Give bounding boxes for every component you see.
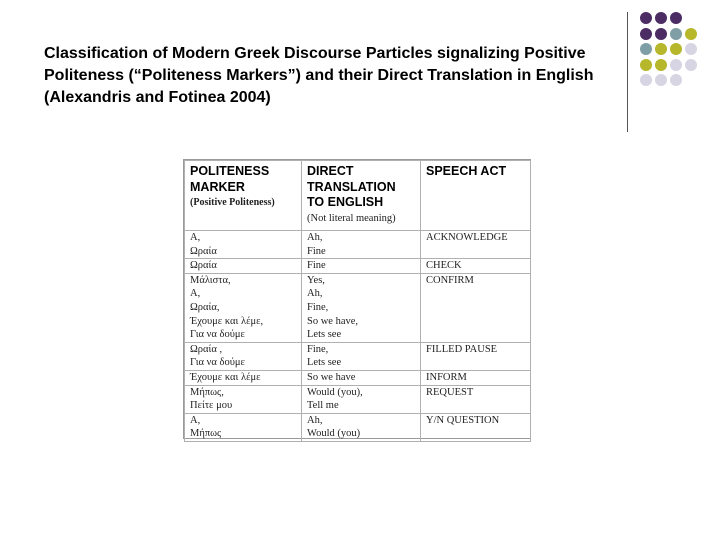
cell-text: CHECK <box>426 260 462 272</box>
cell-text: Lets see <box>307 329 342 341</box>
cell-text: Fine, <box>307 301 329 313</box>
decorative-dot <box>640 59 652 71</box>
cell-text: Για να δούμε <box>190 329 245 341</box>
marker-cell <box>185 413 302 441</box>
decorative-dot <box>670 74 682 86</box>
cell-text: Fine, <box>307 343 329 355</box>
decorative-dot <box>655 28 667 40</box>
decorative-dot <box>640 12 652 24</box>
header-line: TRANSLATION <box>307 179 396 194</box>
politeness-markers-table <box>184 160 531 442</box>
cell-text: Ωραία, <box>190 301 220 313</box>
cell-text: Ωραία <box>190 245 217 257</box>
header-line: SPEECH ACT <box>426 164 507 178</box>
speech-act-cell <box>421 259 531 274</box>
cell-text: So we have <box>307 371 356 383</box>
header-speech-act <box>421 161 531 231</box>
cell-text: Would (you), <box>307 386 363 398</box>
cell-text: Tell me <box>307 400 339 412</box>
speech-act-cell <box>421 413 531 441</box>
header-line: TO ENGLISH <box>307 195 384 209</box>
cell-text: Πείτε μου <box>190 400 233 412</box>
decorative-dot <box>685 59 697 71</box>
decorative-dot <box>640 74 652 86</box>
cell-text: Ah, <box>307 232 323 243</box>
marker-cell <box>185 273 302 342</box>
table-row <box>185 231 531 259</box>
decorative-dot <box>670 59 682 71</box>
cell-text: Α, <box>190 414 201 426</box>
decorative-dot <box>655 74 667 86</box>
speech-act-cell <box>421 385 531 413</box>
cell-text: Lets see <box>307 357 342 369</box>
cell-text: ACKNOWLEDGE <box>426 232 508 243</box>
cell-text: Ah, <box>307 288 323 300</box>
cell-text: Ωραία <box>190 260 217 272</box>
decorative-dot <box>670 12 682 24</box>
cell-text: Ah, <box>307 414 323 426</box>
speech-act-cell <box>421 370 531 385</box>
cell-text: Yes, <box>307 274 325 286</box>
cell-text: CONFIRM <box>426 274 474 286</box>
cell-text: Μήπως <box>190 428 222 440</box>
cell-text: REQUEST <box>426 386 474 398</box>
cell-text: Έχουμε και λέμε, <box>190 315 264 327</box>
speech-act-cell <box>421 231 531 259</box>
decorative-dot <box>640 28 652 40</box>
politeness-markers-table-container <box>183 159 531 439</box>
table-row <box>185 385 531 413</box>
header-subtitle: (Not literal meaning) <box>307 212 396 224</box>
decorative-dot <box>640 43 652 55</box>
marker-cell <box>185 342 302 370</box>
cell-text: FILLED PAUSE <box>426 343 498 355</box>
header-subtitle: (Positive Politeness) <box>190 197 275 208</box>
translation-cell <box>302 385 421 413</box>
marker-cell <box>185 370 302 385</box>
table-header-row <box>185 161 531 231</box>
table-row <box>185 413 531 441</box>
speech-act-cell <box>421 273 531 342</box>
header-line: MARKER <box>190 179 245 194</box>
translation-cell <box>302 370 421 385</box>
cell-text: Ωραία , <box>190 343 223 355</box>
cell-text: Fine <box>307 260 326 272</box>
translation-cell <box>302 259 421 274</box>
decorative-dot <box>685 43 697 55</box>
translation-cell <box>302 342 421 370</box>
table-row <box>185 370 531 385</box>
cell-text: INFORM <box>426 371 467 383</box>
decorative-dot <box>670 43 682 55</box>
decorative-dot <box>670 28 682 40</box>
cell-text: Fine <box>307 245 326 257</box>
translation-cell <box>302 413 421 441</box>
cell-text: Έχουμε και λέμε <box>190 371 261 383</box>
decorative-dot <box>685 28 697 40</box>
header-line: POLITENESS <box>190 164 270 178</box>
translation-cell <box>302 273 421 342</box>
decorative-divider <box>627 12 628 132</box>
cell-text: Y/N QUESTION <box>426 414 500 426</box>
marker-cell <box>185 385 302 413</box>
cell-text: Α, <box>190 232 201 243</box>
cell-text: Μάλιστα, <box>190 274 231 286</box>
header-direct-translation <box>302 161 421 231</box>
translation-cell <box>302 231 421 259</box>
table-row <box>185 273 531 342</box>
speech-act-cell <box>421 342 531 370</box>
cell-text: Μήπως, <box>190 386 224 398</box>
table-row <box>185 342 531 370</box>
cell-text: Would (you) <box>307 428 361 440</box>
decorative-dot <box>655 59 667 71</box>
header-politeness-marker <box>185 161 302 231</box>
table-row <box>185 259 531 274</box>
slide-title: Classification of Modern Greek Discourse Particles signalizing Positive Politeness (“Politeness Markers”) and their Direct Translation in English (Alexandris and Fotinea 2004) <box>44 45 594 106</box>
cell-text: Για να δούμε <box>190 357 245 369</box>
decorative-dot <box>655 43 667 55</box>
header-line: DIRECT <box>307 164 354 178</box>
marker-cell <box>185 259 302 274</box>
cell-text: So we have, <box>307 315 359 327</box>
marker-cell <box>185 231 302 259</box>
cell-text: Α, <box>190 288 201 300</box>
decorative-dot <box>655 12 667 24</box>
